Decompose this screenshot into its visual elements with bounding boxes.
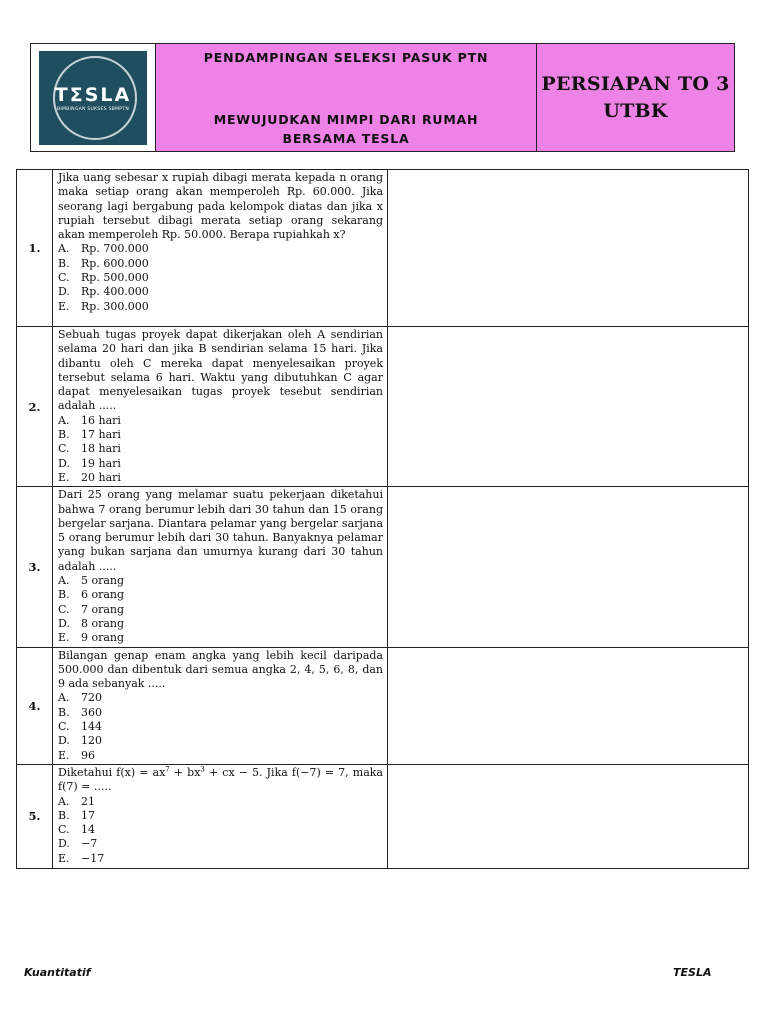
document-header [30, 43, 735, 152]
question-number: 5. [17, 764, 53, 868]
question-number: 2. [17, 327, 53, 487]
option-letter: E. [58, 299, 70, 313]
option-letter: D. [58, 616, 70, 630]
footer-brand: TESLA [673, 966, 712, 979]
option-text: 5 orang [81, 574, 125, 588]
option-letter: E. [58, 851, 70, 865]
answer-option [58, 852, 383, 866]
footer-subject: Kuantitatif [24, 966, 91, 979]
question-text-cell [53, 764, 388, 868]
answer-work-area [388, 170, 749, 327]
header-tagline-line1: MEWUJUDKAN MIMPI DARI RUMAH [213, 112, 479, 127]
option-text: 8 orang [81, 616, 125, 630]
answer-work-area [388, 487, 749, 647]
option-text: −17 [81, 851, 105, 865]
option-text: 9 orang [81, 631, 125, 645]
header-right-cell [537, 44, 734, 151]
tesla-logo [39, 51, 147, 145]
answer-work-area [388, 764, 749, 868]
answer-option [58, 837, 383, 851]
option-letter: D. [58, 837, 70, 851]
stem-part: Diketahui f(x) = ax [58, 765, 166, 779]
option-text: 18 hari [81, 442, 121, 456]
option-letter: B. [58, 808, 70, 822]
option-text: 19 hari [81, 456, 121, 470]
question-number: 4. [17, 647, 53, 764]
header-tagline-line2: BERSAMA TESLA [282, 131, 410, 146]
option-letter: E. [58, 470, 70, 484]
question-row [17, 764, 749, 868]
option-letter: A. [58, 691, 70, 705]
exponent: 3 [200, 765, 205, 774]
option-letter: A. [58, 794, 70, 808]
logo-title: TΣSLA [54, 83, 132, 106]
answer-option [58, 285, 383, 299]
question-stem: Bilangan genap enam angka yang lebih kecil daripada 500.000 dan dibentuk dari semua angka 2, 4, 5, 6, 8, dan 9 ada sebanyak ..... [58, 648, 383, 691]
tryout-title-line2: UTBK [603, 99, 668, 122]
question-row [17, 647, 749, 764]
question-text-cell [53, 647, 388, 764]
option-letter: C. [58, 823, 70, 837]
header-middle-cell [156, 44, 537, 151]
option-text: Rp. 600.000 [81, 256, 149, 270]
option-text: 720 [81, 691, 102, 705]
option-text: Rp. 700.000 [81, 242, 149, 256]
option-letter: C. [58, 271, 70, 285]
answer-option [58, 588, 383, 602]
option-text: 16 hari [81, 413, 121, 427]
option-text: 21 [81, 794, 95, 808]
option-text: 360 [81, 705, 102, 719]
option-text: 6 orang [81, 588, 125, 602]
option-text: 17 [81, 808, 95, 822]
logo-cell [31, 44, 156, 151]
question-text-cell [53, 327, 388, 487]
option-text: 144 [81, 720, 102, 734]
answer-option [58, 631, 383, 645]
answer-option [58, 428, 383, 442]
option-letter: B. [58, 428, 70, 442]
option-letter: B. [58, 705, 70, 719]
option-letter: D. [58, 285, 70, 299]
question-row [17, 327, 749, 487]
header-program-title: PENDAMPINGAN SELEKSI PASUK PTN [203, 50, 489, 65]
option-letter: E. [58, 631, 70, 645]
answer-option [58, 749, 383, 763]
option-text: 17 hari [81, 428, 121, 442]
question-row [17, 170, 749, 327]
exponent: 7 [165, 765, 170, 774]
option-text: 7 orang [81, 602, 125, 616]
option-letter: C. [58, 442, 70, 456]
option-letter: A. [58, 242, 70, 256]
option-text: Rp. 400.000 [81, 285, 149, 299]
option-text: Rp. 300.000 [81, 299, 149, 313]
question-text-cell [53, 170, 388, 327]
question-number: 1. [17, 170, 53, 327]
question-stem: Sebuah tugas proyek dapat dikerjakan oleh A sendirian selama 20 hari dan jika B sendirian selama 15 hari. Jika dibantu oleh C mereka dapat menyelesaikan proyek tersebut selama 6 hari. Waktu yang dibutuhkan C agar dapat menyelesaikan tugas proyek tesebut sendirian adalah ..... [58, 328, 383, 413]
answer-option [58, 457, 383, 471]
option-letter: C. [58, 720, 70, 734]
stem-part: + cx − 5. Jika f(−7) = 7, maka f(7) = ..... [58, 765, 383, 794]
logo-subtitle: BIMBINGAN SUKSES SBMPTN [56, 106, 130, 112]
answer-option [58, 617, 383, 631]
answer-option [58, 734, 383, 748]
answer-option [58, 471, 383, 485]
option-text: Rp. 500.000 [81, 271, 149, 285]
option-letter: A. [58, 413, 70, 427]
answer-option [58, 706, 383, 720]
answer-option [58, 720, 383, 734]
answer-option [58, 257, 383, 271]
question-row [17, 487, 749, 647]
tryout-title [541, 71, 729, 125]
option-letter: D. [58, 734, 70, 748]
option-letter: C. [58, 602, 70, 616]
answer-option [58, 691, 383, 705]
question-stem [58, 766, 383, 795]
tryout-title-line1: PERSIAPAN TO 3 [541, 72, 730, 95]
stem-part: + bx [169, 765, 201, 779]
header-tagline [156, 110, 536, 148]
option-letter: B. [58, 588, 70, 602]
answer-work-area [388, 327, 749, 487]
option-text: 120 [81, 734, 102, 748]
answer-option [58, 414, 383, 428]
option-letter: D. [58, 456, 70, 470]
answer-work-area [388, 647, 749, 764]
option-letter: A. [58, 574, 70, 588]
option-text: 96 [81, 748, 95, 762]
answer-option [58, 271, 383, 285]
question-stem: Jika uang sebesar x rupiah dibagi merata kepada n orang maka setiap orang akan memperoleh Rp. 60.000. Jika seorang lagi bergabung pada kelompok diatas dan jika x rupiah tersebut dibagi merata setiap orang sekarang akan memperoleh Rp. 50.000. Berapa rupiahkah x? [58, 171, 383, 242]
answer-option [58, 795, 383, 809]
questions-table [16, 169, 749, 869]
answer-option [58, 809, 383, 823]
answer-option [58, 242, 383, 256]
option-text: 20 hari [81, 470, 121, 484]
option-text: 14 [81, 823, 95, 837]
question-stem: Dari 25 orang yang melamar suatu pekerjaan diketahui bahwa 7 orang berumur lebih dari 30 tahun dan 15 orang bergelar sarjana. Diantara pelamar yang bergelar sarjana 5 orang berumur lebih dari 30 tahun. Banyaknya pelamar yang bukan sarjana dan umurnya kurang dari 30 tahun adalah ..... [58, 488, 383, 573]
option-letter: E. [58, 748, 70, 762]
question-number: 3. [17, 487, 53, 647]
question-text-cell [53, 487, 388, 647]
answer-option [58, 823, 383, 837]
answer-option [58, 603, 383, 617]
answer-option [58, 574, 383, 588]
option-text: −7 [81, 837, 98, 851]
answer-option [58, 442, 383, 456]
option-letter: B. [58, 256, 70, 270]
answer-option [58, 300, 383, 314]
